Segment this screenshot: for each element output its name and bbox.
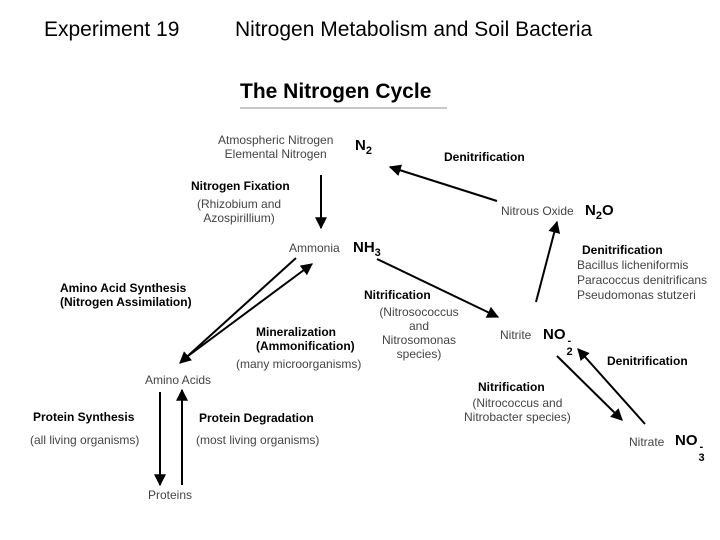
node-amino-acids: Amino Acids xyxy=(145,373,212,387)
process-nitrification-ammonia-detail: (Nitrosococcus and Nitrosomonas species) xyxy=(379,305,459,361)
process-nitrogen-fixation: Nitrogen Fixation xyxy=(191,179,290,193)
node-nh3-formula: $NH_3$ xyxy=(353,239,381,259)
arrow-denitrification-to-n2o xyxy=(536,222,557,302)
process-nitrogen-fixation-detail: (Rhizobium and Azospirillium) xyxy=(197,197,282,225)
process-nitrification-nitrite: Nitrification xyxy=(478,380,545,394)
process-nitrification-ammonia: Nitrification xyxy=(364,288,431,302)
node-no2-label: Nitrite xyxy=(500,328,532,342)
process-protein-synthesis-detail: (all living organisms) xyxy=(30,433,140,447)
process-protein-degradation: Protein Degradation xyxy=(199,411,314,425)
process-mineralization: Mineralization (Ammonification) xyxy=(256,325,355,353)
diagram-title: The Nitrogen Cycle xyxy=(240,80,432,103)
process-denitrification-middle: Denitrification xyxy=(582,243,663,257)
node-n2o-label: Nitrous Oxide xyxy=(501,204,574,218)
node-no3-label: Nitrate xyxy=(629,435,665,449)
process-protein-degradation-detail: (most living organisms) xyxy=(196,433,320,447)
node-n2-label: Atmospheric Nitrogen Elemental Nitrogen xyxy=(218,133,334,161)
node-nh3-label: Ammonia xyxy=(289,241,340,255)
arrow-denitrification-to-n2 xyxy=(390,167,497,201)
process-protein-synthesis: Protein Synthesis xyxy=(33,410,135,424)
node-n2o-formula: $N_2O$ xyxy=(585,202,614,222)
process-amino-acid-synthesis: Amino Acid Synthesis (Nitrogen Assimilation) xyxy=(60,281,192,309)
process-mineralization-detail: (many microorganisms) xyxy=(236,357,362,371)
experiment-number: Experiment 19 xyxy=(44,18,180,41)
node-no3-formula: NO - 3 xyxy=(675,432,705,464)
process-denitrification-top: Denitrification xyxy=(444,150,525,164)
process-denitrification-right: Denitrification xyxy=(607,354,688,368)
node-no2-formula: NO - 2 xyxy=(543,326,573,358)
process-nitrification-nitrite-detail: (Nitrococcus and Nitrobacter species) xyxy=(464,396,571,424)
denitrifying-organisms-list: Bacillus licheniformis Paracoccus denitrificans Pseudomonas stutzeri xyxy=(577,258,708,302)
page-heading: Nitrogen Metabolism and Soil Bacteria xyxy=(235,18,593,41)
node-proteins: Proteins xyxy=(148,488,193,502)
node-n2-formula: $N_2$ xyxy=(355,137,372,157)
